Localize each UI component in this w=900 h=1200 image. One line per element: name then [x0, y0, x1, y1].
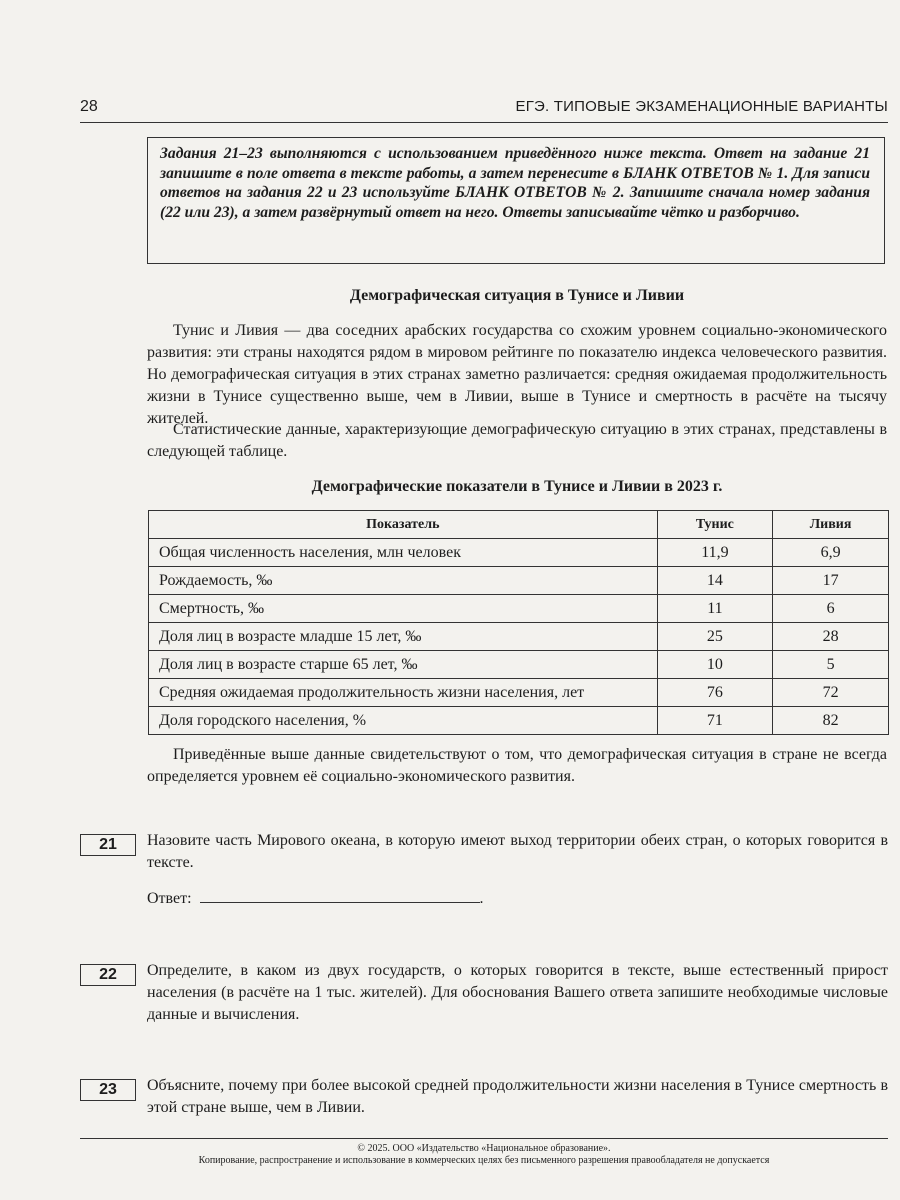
- table-header-row: [149, 511, 889, 539]
- libya-value: 72: [773, 679, 889, 707]
- task-number-badge: 21: [80, 834, 136, 856]
- table-title: Демографические показатели в Тунисе и Ливии в 2023 г.: [311, 478, 723, 495]
- libya-value: 17: [773, 567, 889, 595]
- table-row: [149, 595, 889, 623]
- tunisia-value: 14: [657, 567, 772, 595]
- row-label: Средняя ожидаемая продолжительность жизни населения, лет: [149, 679, 658, 707]
- task-text: Назовите часть Мирового океана, в которую имеют выход территории обеих стран, о которых говорится в тексте.: [147, 832, 888, 871]
- table-row: [149, 651, 889, 679]
- tunisia-value: 25: [657, 623, 772, 651]
- tunisia-value: 71: [657, 707, 772, 735]
- table-row: [149, 707, 889, 735]
- table-row: [149, 539, 889, 567]
- answer-field: Ответ: .: [147, 886, 484, 908]
- row-label: Рождаемость, ‰: [149, 567, 658, 595]
- libya-value: 6,9: [773, 539, 889, 567]
- task-number-badge: 23: [80, 1079, 136, 1101]
- page-footer: [80, 1138, 888, 1167]
- row-label: Доля городского населения, %: [149, 707, 658, 735]
- paragraph-stats: Статистические данные, характеризующие демографическую ситуацию в этих странах, представлены в следующей таблице.: [147, 421, 887, 460]
- paragraph-intro: Тунис и Ливия — два соседних арабских государства со схожим уровнем социально-экономического развития: эти страны находятся рядом в мировом рейтинге по показателю индекса человеческого развития. Но демографическая ситуация в этих странах заметно различается: средняя ожидаемая продолжительность жизни в Тунисе существенно выше, чем в Ливии, выше в Тунисе и смертность в расчёте на тысячу жителей.: [147, 322, 887, 427]
- row-label: Смертность, ‰: [149, 595, 658, 623]
- answer-label: Ответ:: [147, 890, 192, 907]
- libya-value: 6: [773, 595, 889, 623]
- libya-value: 28: [773, 623, 889, 651]
- paragraph-conclusion: Приведённые выше данные свидетельствуют о том, что демографическая ситуация в стране не всегда определяется уровнем её социально-экономического развития.: [147, 746, 887, 785]
- footer-copyright: © 2025. ООО «Издательство «Национальное образование».: [357, 1143, 611, 1154]
- demographic-table: [148, 510, 889, 735]
- tunisia-value: 10: [657, 651, 772, 679]
- tunisia-value: 11: [657, 595, 772, 623]
- row-label: Доля лиц в возрасте старше 65 лет, ‰: [149, 651, 658, 679]
- row-label: Общая численность населения, млн человек: [149, 539, 658, 567]
- instructions-box: Задания 21–23 выполняются с использованием приведённого ниже текста. Ответ на задание 21 запишите в поле ответа в тексте работы, а затем перенесите в БЛАНК ОТВЕТОВ № 1. Для записи ответов на задания 22 и 23 используйте БЛАНК ОТВЕТОВ № 2. Запишите сначала номер задания (22 или 23), а затем развёрнутый ответ на него. Ответы записывайте чётко и разборчиво.: [147, 137, 885, 264]
- libya-value: 5: [773, 651, 889, 679]
- task-number-badge: 22: [80, 964, 136, 986]
- footer-notice: Копирование, распространение и использование в коммерческих целях без письменного разрешения правообладателя не допускается: [198, 1155, 770, 1166]
- table-row: [149, 679, 889, 707]
- task-text: Определите, в каком из двух государств, о которых говорится в тексте, выше естественный прирост населения (в расчёте на 1 тыс. жителей). Для обоснования Вашего ответа запишите необходимые числовые данные и вычисления.: [147, 962, 888, 1023]
- section-title: Демографическая ситуация в Тунисе и Ливии: [349, 287, 685, 304]
- page-number: 28: [80, 98, 98, 115]
- table-row: [149, 567, 889, 595]
- header-indicator: Показатель: [149, 511, 658, 539]
- task-text: Объясните, почему при более высокой средней продолжительности жизни населения в Тунисе смертность в этой стране выше, чем в Ливии.: [147, 1077, 888, 1116]
- libya-value: 82: [773, 707, 889, 735]
- running-title: ЕГЭ. ТИПОВЫЕ ЭКЗАМЕНАЦИОННЫЕ ВАРИАНТЫ: [515, 98, 888, 115]
- answer-line[interactable]: [200, 886, 480, 903]
- table-row: [149, 623, 889, 651]
- page-header: [80, 96, 888, 123]
- tunisia-value: 76: [657, 679, 772, 707]
- tunisia-value: 11,9: [657, 539, 772, 567]
- header-libya: Ливия: [773, 511, 889, 539]
- row-label: Доля лиц в возрасте младше 15 лет, ‰: [149, 623, 658, 651]
- header-tunisia: Тунис: [657, 511, 772, 539]
